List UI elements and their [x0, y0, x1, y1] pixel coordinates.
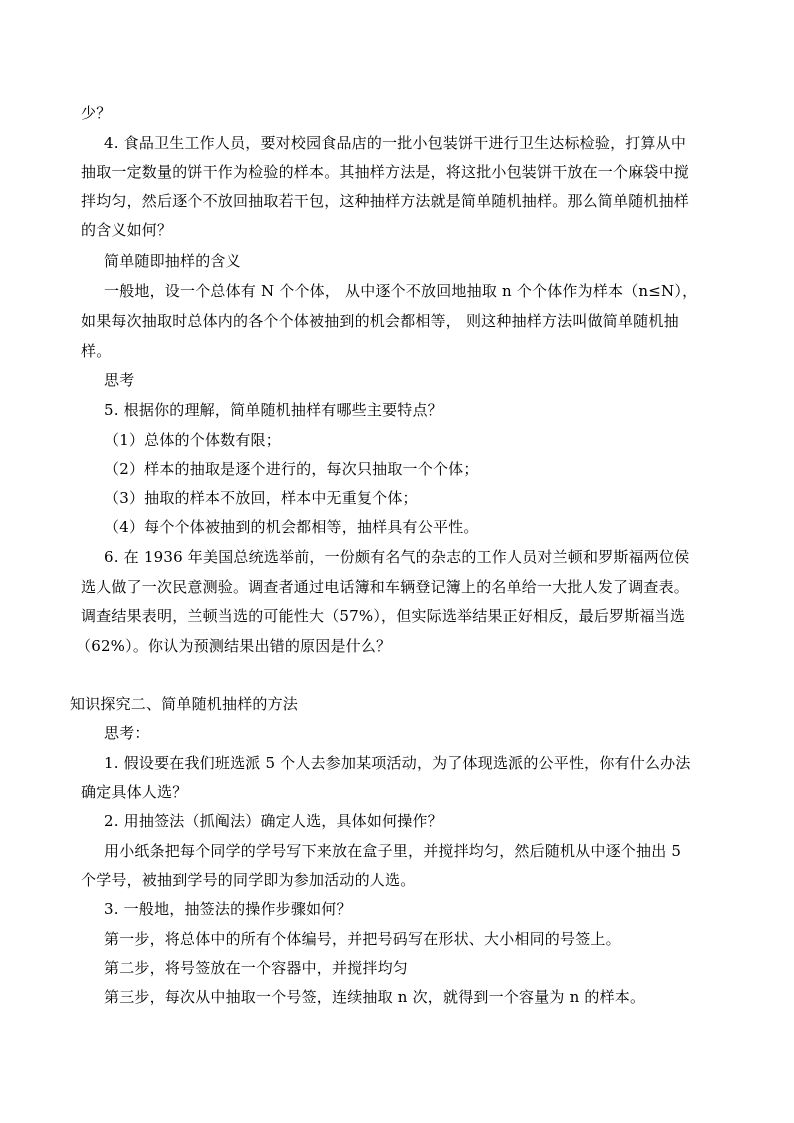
list-item: （2）样本的抽取是逐个进行的，每次只抽取一个个体； [104, 460, 479, 478]
definition-text: 一般地，设一个总体有 N 个个体， 从中逐个不放回地抽取 n 个个体作为样本（n≤N）， [104, 282, 698, 300]
section-heading: 知识探究二、简单随机抽样的方法 [70, 695, 299, 713]
definition-text: 样。 [81, 342, 112, 360]
text-line: 思考： [104, 724, 150, 742]
section-heading: 简单随即抽样的含义 [104, 252, 241, 270]
text-line: 个学号，被抽到学号的同学即为参加活动的人选。 [81, 871, 416, 889]
text-line: 用小纸条把每个同学的学号写下来放在盒子里，并搅拌均匀，然后随机从中逐个抽出 5 [104, 842, 682, 860]
question-text: 2. 用抽签法（抓阄法）确定人选，具体如何操作？ [104, 812, 443, 830]
section-heading: 思考 [104, 371, 135, 389]
list-item: （1）总体的个体数有限； [104, 431, 281, 449]
list-item: （3）抽取的样本不放回，样本中无重复个体； [104, 489, 418, 507]
text-line: 抽取一定数量的饼干作为检验的样本。其抽样方法是，将这批小包装饼干放在一个麻袋中搅 [81, 163, 690, 181]
text-line: 的含义如何？ [81, 221, 173, 239]
question-text: 6. 在 1936 年美国总统选举前，一份颇有名气的杂志的工作人员对兰顿和罗斯福两位侯 [104, 548, 690, 566]
text-line: 拌均匀，然后逐个不放回抽取若干包，这种抽样方法就是简单随机抽样。那么简单随机抽样 [81, 192, 690, 210]
question-text: 选人做了一次民意测验。调查者通过电话簿和车辆登记簿上的名单给一大批人发了调查表。 [81, 578, 690, 596]
question-text: 调查结果表明，兰顿当选的可能性大（57%），但实际选举结果正好相反，最后罗斯福当选 [81, 607, 686, 625]
definition-text: 如果每次抽取时总体内的各个个体被抽到的机会都相等， 则这种抽样方法叫做简单随机抽 [81, 312, 679, 330]
question-text: 5. 根据你的理解，简单随机抽样有哪些主要特点？ [104, 401, 443, 419]
question-text: 3. 一般地，抽签法的操作步骤如何？ [104, 900, 352, 918]
step-text: 第二步，将号签放在一个容器中，并搅拌均匀 [104, 959, 409, 977]
text-line: 少？ [81, 104, 112, 122]
question-text: 1. 假设要在我们班选派 5 个人去参加某项活动，为了体现选派的公平性，你有什么办法 [104, 754, 691, 772]
step-text: 第三步，每次从中抽取一个号签，连续抽取 n 次，就得到一个容量为 n 的样本。 [104, 988, 646, 1006]
step-text: 第一步，将总体中的所有个体编号，并把号码写在形状、大小相同的号签上。 [104, 930, 621, 948]
list-item: （4）每个个体被抽到的机会都相等，抽样具有公平性。 [104, 518, 479, 536]
question-text: 确定具体人选？ [81, 783, 188, 801]
question-text: （62%）。你认为预测结果出错的原因是什么？ [76, 637, 392, 655]
text-line: 4. 食品卫生工作人员，要对校园食品店的一批小包装饼干进行卫生达标检验，打算从中 [104, 134, 687, 152]
